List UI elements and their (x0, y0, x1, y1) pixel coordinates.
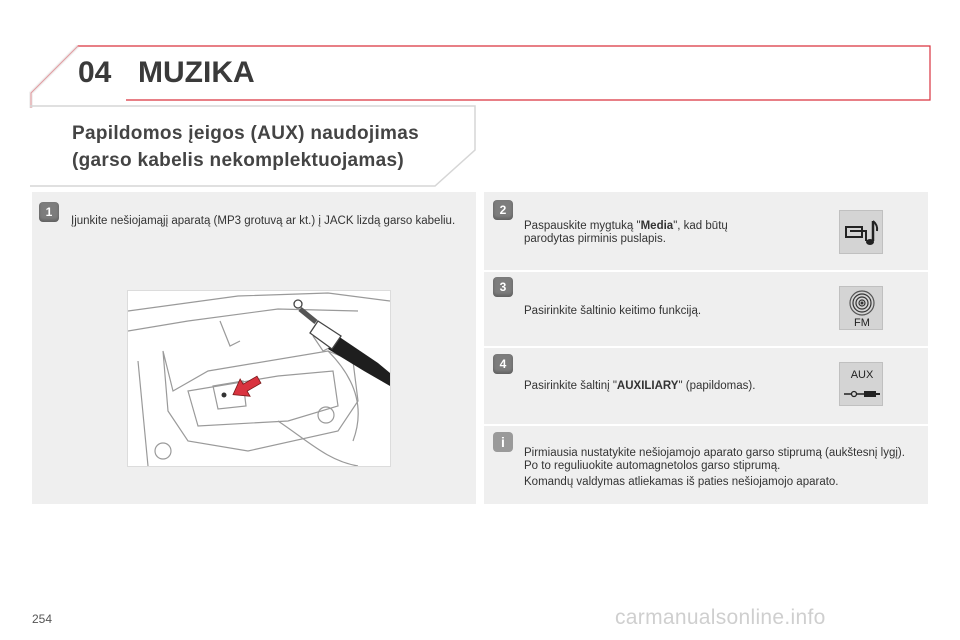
step-2-text-before: Paspauskite mygtuką " (524, 220, 641, 232)
step-4-text-after: " (papildomas). (678, 380, 756, 392)
chapter-title: MUZIKA (138, 56, 255, 89)
step-4-badge: 4 (493, 354, 513, 374)
watermark: carmanualsonline.info (615, 606, 826, 629)
section-title-line2: (garso kabelis nekomplektuojamas) (72, 150, 404, 171)
info-icon: i (493, 432, 513, 452)
step-4-text (524, 380, 804, 393)
step-2-bold: Media (640, 220, 674, 232)
page-number: 254 (32, 612, 53, 626)
step-2-text (524, 220, 774, 246)
info-paragraph-2: Komandų valdymas atliekamas iš paties nešiojamojo aparato. (524, 476, 839, 488)
divider-2 (484, 346, 928, 348)
step-4-text-before: Pasirinkite šaltinį " (524, 380, 617, 392)
step-4-bold: AUXILIARY (616, 380, 679, 392)
chapter-header-frame (0, 0, 960, 110)
step-3-badge: 3 (493, 277, 513, 297)
step-2-text-after: ", kad būtų parodytas pirminis puslapis. (524, 220, 728, 245)
aux-jack-cable-illustration (127, 290, 391, 467)
divider-3 (484, 424, 928, 426)
fm-icon-label: FM (854, 317, 870, 329)
divider-1 (484, 270, 928, 272)
media-music-icon (839, 210, 883, 254)
step-3-text: Pasirinkite šaltinio keitimo funkciją. (524, 305, 702, 317)
section-title (72, 120, 419, 174)
fm-source-icon (839, 286, 883, 330)
info-paragraph-1: Pirmiausia nustatykite nešiojamojo aparato garso stiprumą (aukštesnį lygį). Po to reguliuokite automagnetolos garso stiprumą. (524, 447, 905, 472)
aux-jack-icon (839, 362, 883, 406)
step-1-badge: 1 (39, 202, 59, 222)
step-1-text: Įjunkite nešiojamąjį aparatą (MP3 grotuvą ar kt.) į JACK lizdą garso kabeliu. (71, 215, 456, 227)
step-2-badge: 2 (493, 200, 513, 220)
chapter-number: 04 (78, 56, 112, 89)
aux-icon-label: AUX (850, 369, 874, 381)
section-title-line1: Papildomos įeigos (AUX) naudojimas (72, 123, 419, 144)
